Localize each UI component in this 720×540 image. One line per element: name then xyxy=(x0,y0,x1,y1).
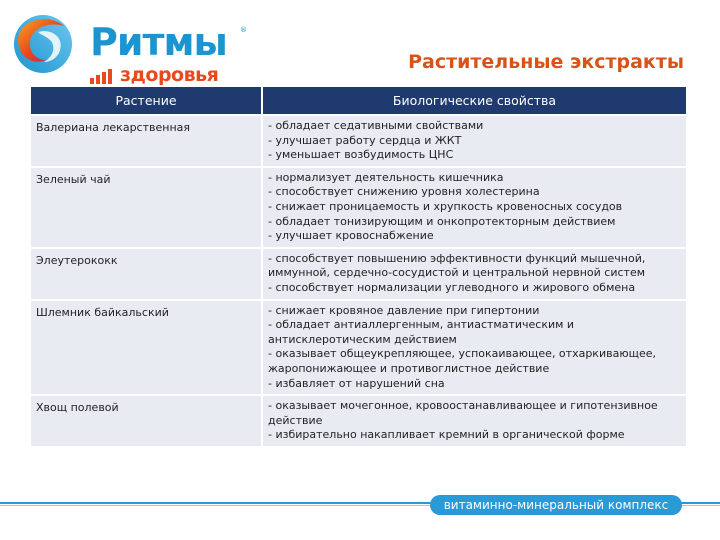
properties-cell xyxy=(263,166,686,247)
plant-name-cell: Валериана лекарственная xyxy=(31,114,263,166)
table-header-row xyxy=(31,87,686,114)
table-row xyxy=(31,114,686,166)
column-header-plant: Растение xyxy=(31,87,263,114)
logo-mark-icon xyxy=(8,10,78,76)
properties-cell xyxy=(263,299,686,395)
plant-name-cell: Хвощ полевой xyxy=(31,394,263,446)
table-row xyxy=(31,166,686,247)
property-line: иммунной, сердечно-сосудистой и центральной нервной систем xyxy=(268,266,646,280)
property-line: - снижает кровяное давление при гипертонии xyxy=(268,303,540,317)
property-line: жаропонижающее и противоглистное действие xyxy=(268,361,550,375)
slide-title: Растительные экстракты xyxy=(408,51,684,73)
table-row xyxy=(31,394,686,446)
table-body xyxy=(31,114,686,446)
property-line: - оказывает мочегонное, кровоостанавливающее и гипотензивное xyxy=(268,399,658,413)
property-line: действие xyxy=(268,413,323,427)
property-line: - снижает проницаемость и хрупкость кровеносных сосудов xyxy=(268,199,623,213)
table-row xyxy=(31,299,686,395)
property-line: - способствует повышению эффективности функций мышечной, xyxy=(268,251,646,265)
property-line: - улучшает кровоснабжение xyxy=(268,229,434,243)
property-line: - способствует нормализации углеводного и жирового обмена xyxy=(268,280,636,294)
property-line: антисклеротическим действием xyxy=(268,332,457,346)
properties-cell xyxy=(263,394,686,446)
bars-icon xyxy=(90,66,116,84)
plant-extracts-table xyxy=(31,87,686,446)
property-line: - уменьшает возбудимость ЦНС xyxy=(268,148,454,162)
plant-name-cell: Зеленый чай xyxy=(31,166,263,247)
registered-mark: ® xyxy=(240,26,247,34)
property-line: - улучшает работу сердца и ЖКТ xyxy=(268,133,462,147)
property-line: - нормализует деятельность кишечника xyxy=(268,170,504,184)
brand-name: Ритмы xyxy=(90,20,227,64)
property-line: - обладает тонизирующим и онкопротекторным действием xyxy=(268,214,616,228)
properties-cell xyxy=(263,247,686,299)
property-line: - обладает антиаллергенным, антиастматическим и xyxy=(268,318,575,332)
property-line: - оказывает общеукрепляющее, успокаивающее, отхаркивающее, xyxy=(268,347,656,361)
plant-name-cell: Элеутерококк xyxy=(31,247,263,299)
footer-label: витаминно-минеральный комплекс xyxy=(430,495,682,515)
brand-logo xyxy=(8,10,247,86)
column-header-properties: Биологические свойства xyxy=(263,87,686,114)
property-line: - обладает седативными свойствами xyxy=(268,119,484,132)
property-line: - способствует снижению уровня холестерина xyxy=(268,185,540,199)
plant-name-cell: Шлемник байкальский xyxy=(31,299,263,395)
properties-cell xyxy=(263,114,686,166)
brand-tagline: здоровья xyxy=(120,64,219,86)
table-row xyxy=(31,247,686,299)
property-line: - избавляет от нарушений сна xyxy=(268,376,445,390)
property-line: - избирательно накапливает кремний в органической форме xyxy=(268,428,625,442)
